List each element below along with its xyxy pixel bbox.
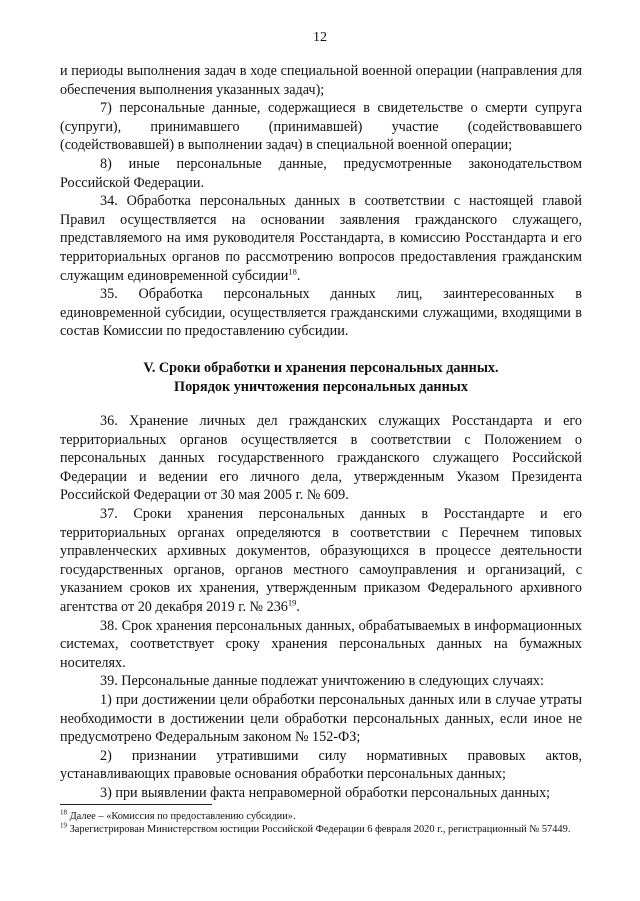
footnote-ref-18: 18	[288, 265, 297, 276]
footnote-divider	[60, 804, 212, 805]
paragraph-37: 37. Сроки хранения персональных данных в Росстандарте и его территориальных органах определяются в соответствии с Перечнем типовых управленческих архивных документов, образующихся в процессе деятельности государственных органов, органов местного самоуправления и организаций, с указанием сроков их хранения, утвержденным приказом Федерального архивного агентства от 20 декабря 2019 г. № $236^{19}$.	[60, 506, 582, 616]
section-heading	[60, 359, 582, 396]
section-heading-line-2: Порядок уничтожения персональных данных	[174, 378, 468, 395]
paragraph-34: 34. Обработка персональных данных в соответствии с настоящей главой Правил осуществляется на основании заявления гражданского служащего, представляемого на имя руководителя Росстандарта, в комиссию Росстандарта и его территориальных органов по рассмотрению вопросов предоставления гражданским служащим единовременной субсидии$^{18}$.	[60, 193, 582, 284]
paragraph-38: 38. Срок хранения персональных данных, обрабатываемых в информационных системах, соответствует сроку хранения персональных данных на бумажных носителях.	[60, 617, 582, 671]
body-text	[60, 62, 582, 803]
paragraph-item-8: 8) иные персональные данные, предусмотренные законодательством Российской Федерации.	[60, 155, 582, 191]
paragraph-39-item-1: 1) при достижении цели обработки персональных данных или в случае утраты необходимости в достижении цели обработки персональных данных, если иное не предусмотрено Федеральным законом № 152-ФЗ;	[60, 692, 582, 746]
paragraph-39: 39. Персональные данные подлежат уничтожению в следующих случаях:	[100, 673, 544, 690]
footnotes	[60, 810, 582, 836]
paragraph-35: 35. Обработка персональных данных лиц, заинтересованных в единовременной субсидии, осуществляется гражданскими служащими, входящими в состав Комиссии по предоставлению субсидии.	[60, 286, 582, 340]
footnote-19: $^{19}$ Зарегистрирован Министерством юстиции Российской Федерации 6 февраля 2020 г., регистрационный № 57449.	[60, 821, 571, 835]
section-heading-line-1: V. Сроки обработки и хранения персональных данных.	[143, 359, 499, 376]
page-number: 12	[313, 30, 327, 45]
paragraph-39-item-3: 3) при выявлении факта неправомерной обработки персональных данных;	[100, 784, 551, 801]
paragraph-36: 36. Хранение личных дел гражданских служащих Росстандарта и его территориальных органов осуществляется в соответствии с Положением о персональных данных государственного гражданского служащего Российской Федерации и ведении его личного дела, утвержденным Указом Президента Российской Федерации от 30 мая 2005 г. № 609.	[60, 413, 582, 504]
paragraph-39-item-2: 2) признании утратившими силу нормативных правовых актов, устанавливающих правовые основания обработки персональных данных;	[60, 747, 582, 783]
footnote-ref-19: 19	[287, 597, 297, 608]
footnote-18: $^{18}$ Далее – «Комиссия по предоставлению субсидии».	[60, 808, 296, 822]
paragraph-item-7: 7) персональные данные, содержащиеся в свидетельстве о смерти супруга (супруги), принимавшего (принимавшей) участие (содействовавшего (содействовавшей) в выполнении задач) в специальной военной операции;	[60, 100, 582, 154]
paragraph-continuation: и периоды выполнения задач в ходе специальной военной операции (направления для обеспечения выполнения указанных задач);	[60, 63, 582, 98]
